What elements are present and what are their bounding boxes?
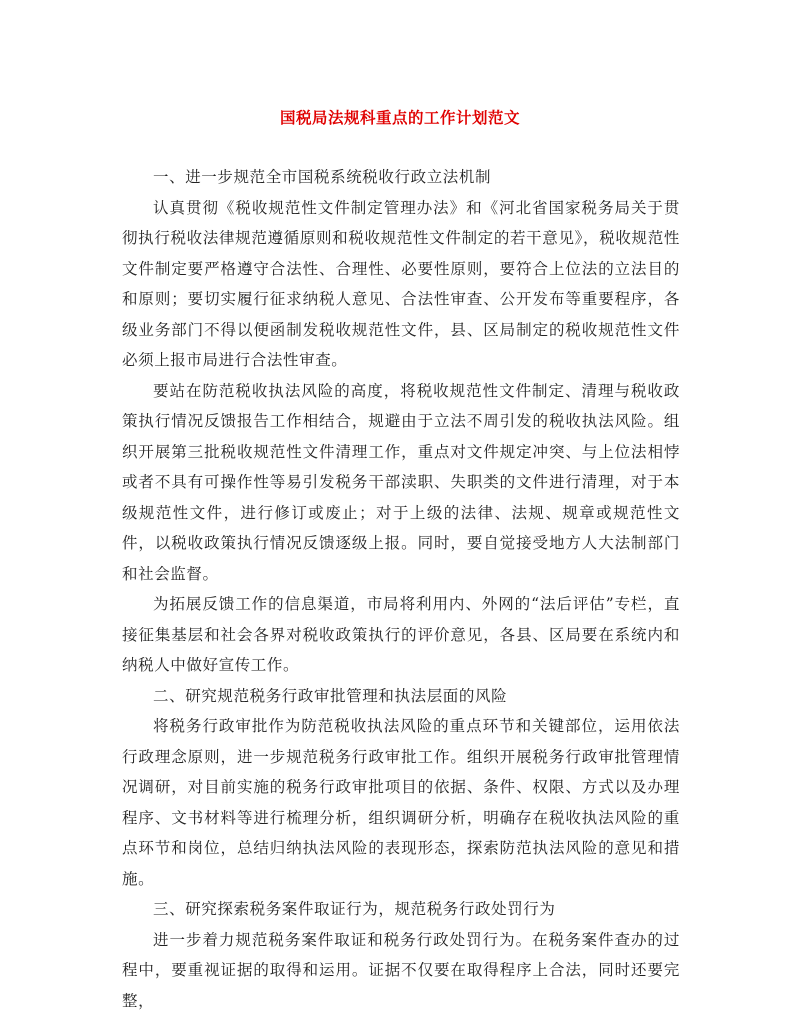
paragraph: 进一步着力规范税务案件取证和税务行政处罚行为。在税务案件查办的过程中，要重视证据的取得和运用。证据不仅要在取得程序上合法，同时还要完整，: [122, 930, 680, 1010]
paragraph: 将税务行政审批作为防范税收执法风险的重点环节和关键部位，运用依法行政理念原则，进一步规范税务行政审批工作。组织开展税务行政审批管理情况调研，对目前实施的税务行政审批项目的依据、条件、权限、方式以及办理程序、文书材料等进行梳理分析，组织调研分析，明确存在税收执法风险的重点环节和岗位，总结归纳执法风险的表现形态，探索防范执法风险的意见和措施。: [122, 717, 680, 888]
section-heading-2: 二、研究规范税务行政审批管理和执法层面的风险: [153, 686, 508, 705]
section-heading-3: 三、研究探索税务案件取证行为，规范税务行政处罚行为: [153, 900, 556, 918]
section-heading-1: 一、进一步规范全市国税系统税收行政立法机制: [153, 168, 492, 186]
paragraph: 为拓展反馈工作的信息渠道，市局将利用内、外网的“法后评估”专栏，直接征集基层和社会各界对税收政策执行的评价意见，各县、区局要在系统内和纳税人中做好宣传工作。: [122, 595, 680, 674]
paragraph: 要站在防范税收执法风险的高度，将税收规范性文件制定、清理与税收政策执行情况反馈报告工作相结合，规避由于立法不周引发的税收执法风险。组织开展第三批税收规范性文件清理工作，重点对文件规定冲突、与上位法相悖或者不具有可操作性等易引发税务干部渎职、失职类的文件进行清理，对于本级规范性文件，进行修订或废止；对于上级的法律、法规、规章或规范性文件，以税收政策执行情况反馈逐级上报。同时，要自觉接受地方人大法制部门和社会监督。: [122, 381, 680, 583]
document-body: [122, 162, 680, 1016]
paragraph: 认真贯彻《税收规范性文件制定管理办法》和《河北省国家税务局关于贯彻执行税收法律规范遵循原则和税收规范性文件制定的若干意见》，税收规范性文件制定要严格遵守合法性、合理性、必要性原则，要符合上位法的立法目的和原则；要切实履行征求纳税人意见、合法性审查、公开发布等重要程序，各级业务部门不得以便函制发税收规范性文件，县、区局制定的税收规范性文件必须上报市局进行合法性审查。: [122, 198, 680, 369]
document-title: 国税局法规科重点的工作计划范文: [279, 108, 520, 127]
